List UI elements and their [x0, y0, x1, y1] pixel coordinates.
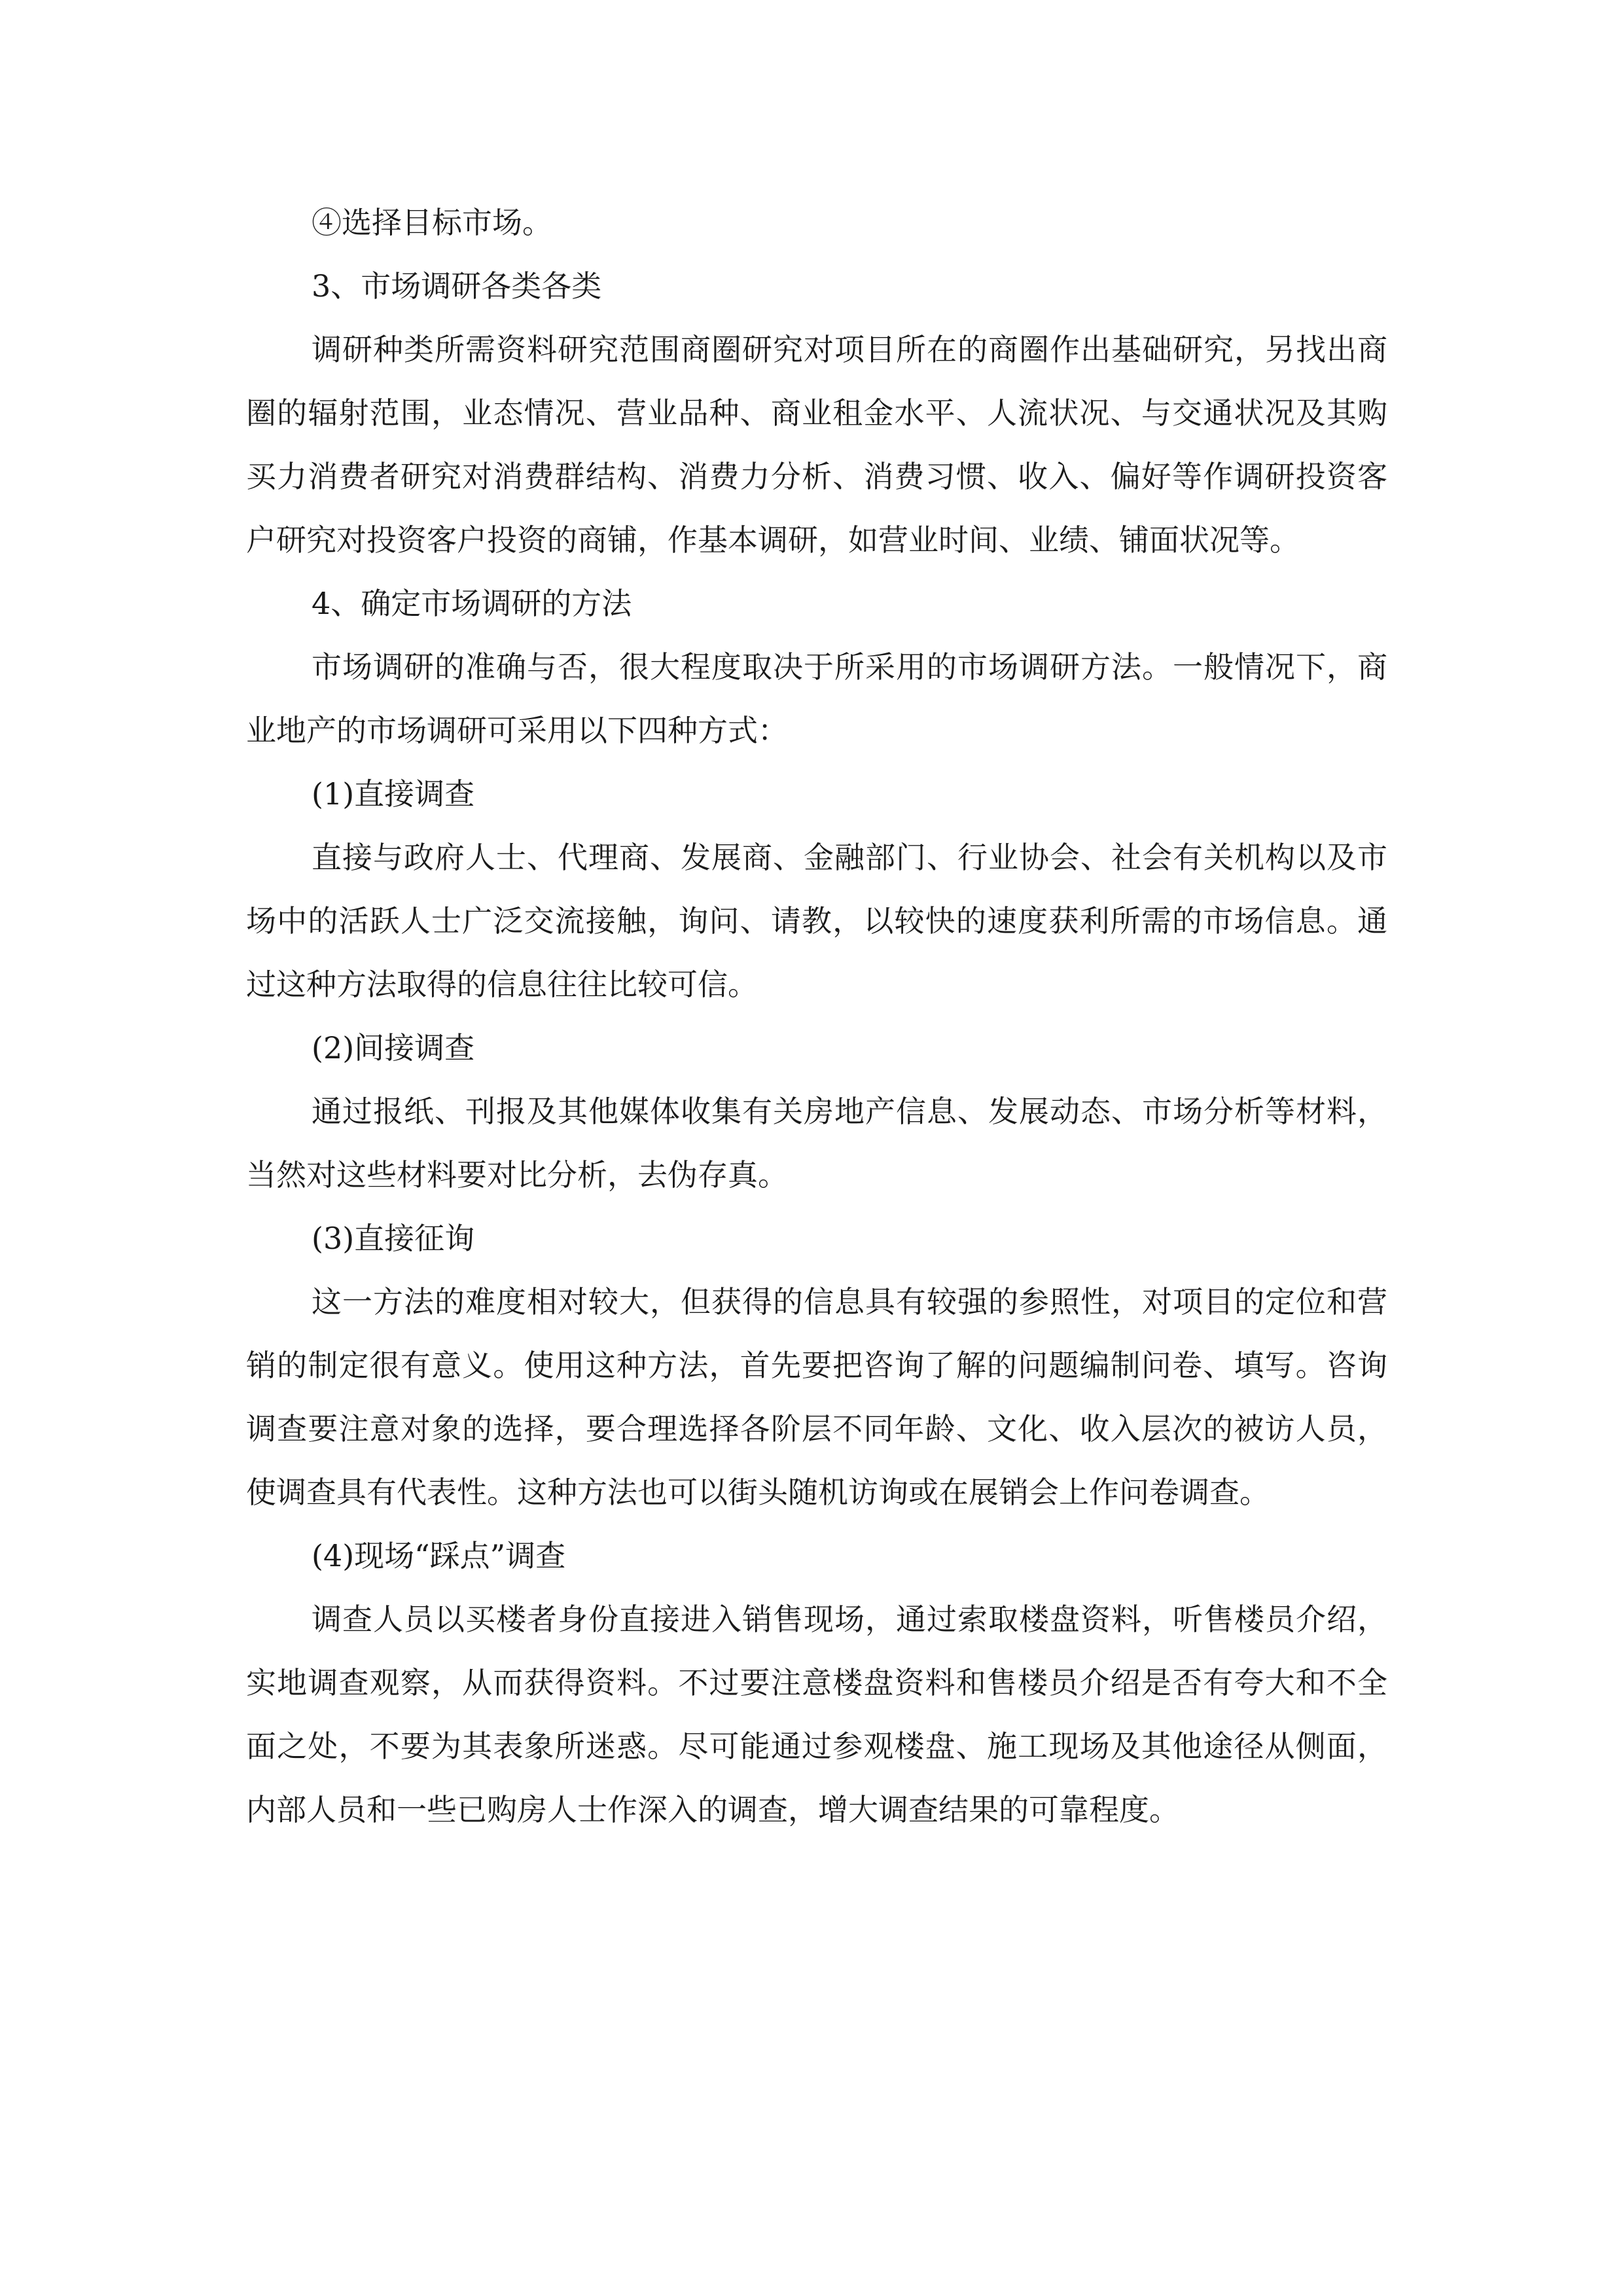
- body-paragraph: 调研种类所需资料研究范围商圈研究对项目所在的商圈作出基础研究，另找出商圈的辐射范围，业态情况、营业品种、商业租金水平、人流状况、与交通状况及其购买力消费者研究对消费群结构、消费力分析、消费习惯、收入、偏好等作调研投资客户研究对投资客户投资的商铺，作基本调研，如营业时间、业绩、铺面状况等。: [246, 332, 1387, 558]
- body-paragraph: 这一方法的难度相对较大，但获得的信息具有较强的参照性，对项目的定位和营销的制定很有意义。使用这种方法，首先要把咨询了解的问题编制问卷、填写。咨询调查要注意对象的选择，要合理选择各阶层不同年龄、文化、收入层次的被访人员，使调查具有代表性。这种方法也可以街头随机访询或在展销会上作问卷调查。: [246, 1284, 1387, 1510]
- subheading-onsite-survey: (4)现场“踩点”调查: [312, 1538, 566, 1573]
- body-paragraph: 调查人员以买楼者身份直接进入销售现场，通过索取楼盘资料，听售楼员介绍，实地调查观察，从而获得资料。不过要注意楼盘资料和售楼员介绍是否有夸大和不全面之处，不要为其表象所迷惑。尽可能通过参观楼盘、施工现场及其他途径从侧面，内部人员和一些已购房人士作深入的调查，增大调查结果的可靠程度。: [246, 1602, 1387, 1827]
- list-item-select-target-market: ④选择目标市场。: [312, 205, 552, 240]
- section-heading-3: 3、市场调研各类各类: [312, 268, 602, 304]
- subheading-indirect-survey: (2)间接调查: [312, 1030, 475, 1066]
- section-heading-4: 4、确定市场调研的方法: [312, 586, 632, 621]
- body-paragraph: 通过报纸、刊报及其他媒体收集有关房地产信息、发展动态、市场分析等材料，当然对这些材料要对比分析，去伪存真。: [246, 1094, 1387, 1193]
- body-paragraph: 市场调研的准确与否，很大程度取决于所采用的市场调研方法。一般情况下，商业地产的市场调研可采用以下四种方式：: [246, 649, 1387, 748]
- subheading-direct-survey: (1)直接调查: [312, 776, 475, 812]
- body-paragraph: 直接与政府人士、代理商、发展商、金融部门、行业协会、社会有关机构以及市场中的活跃人士广泛交流接触，询问、请教，以较快的速度获利所需的市场信息。通过这种方法取得的信息往往比较可信。: [246, 840, 1387, 1002]
- subheading-direct-inquiry: (3)直接征询: [312, 1221, 475, 1256]
- document-body: [246, 191, 1387, 1842]
